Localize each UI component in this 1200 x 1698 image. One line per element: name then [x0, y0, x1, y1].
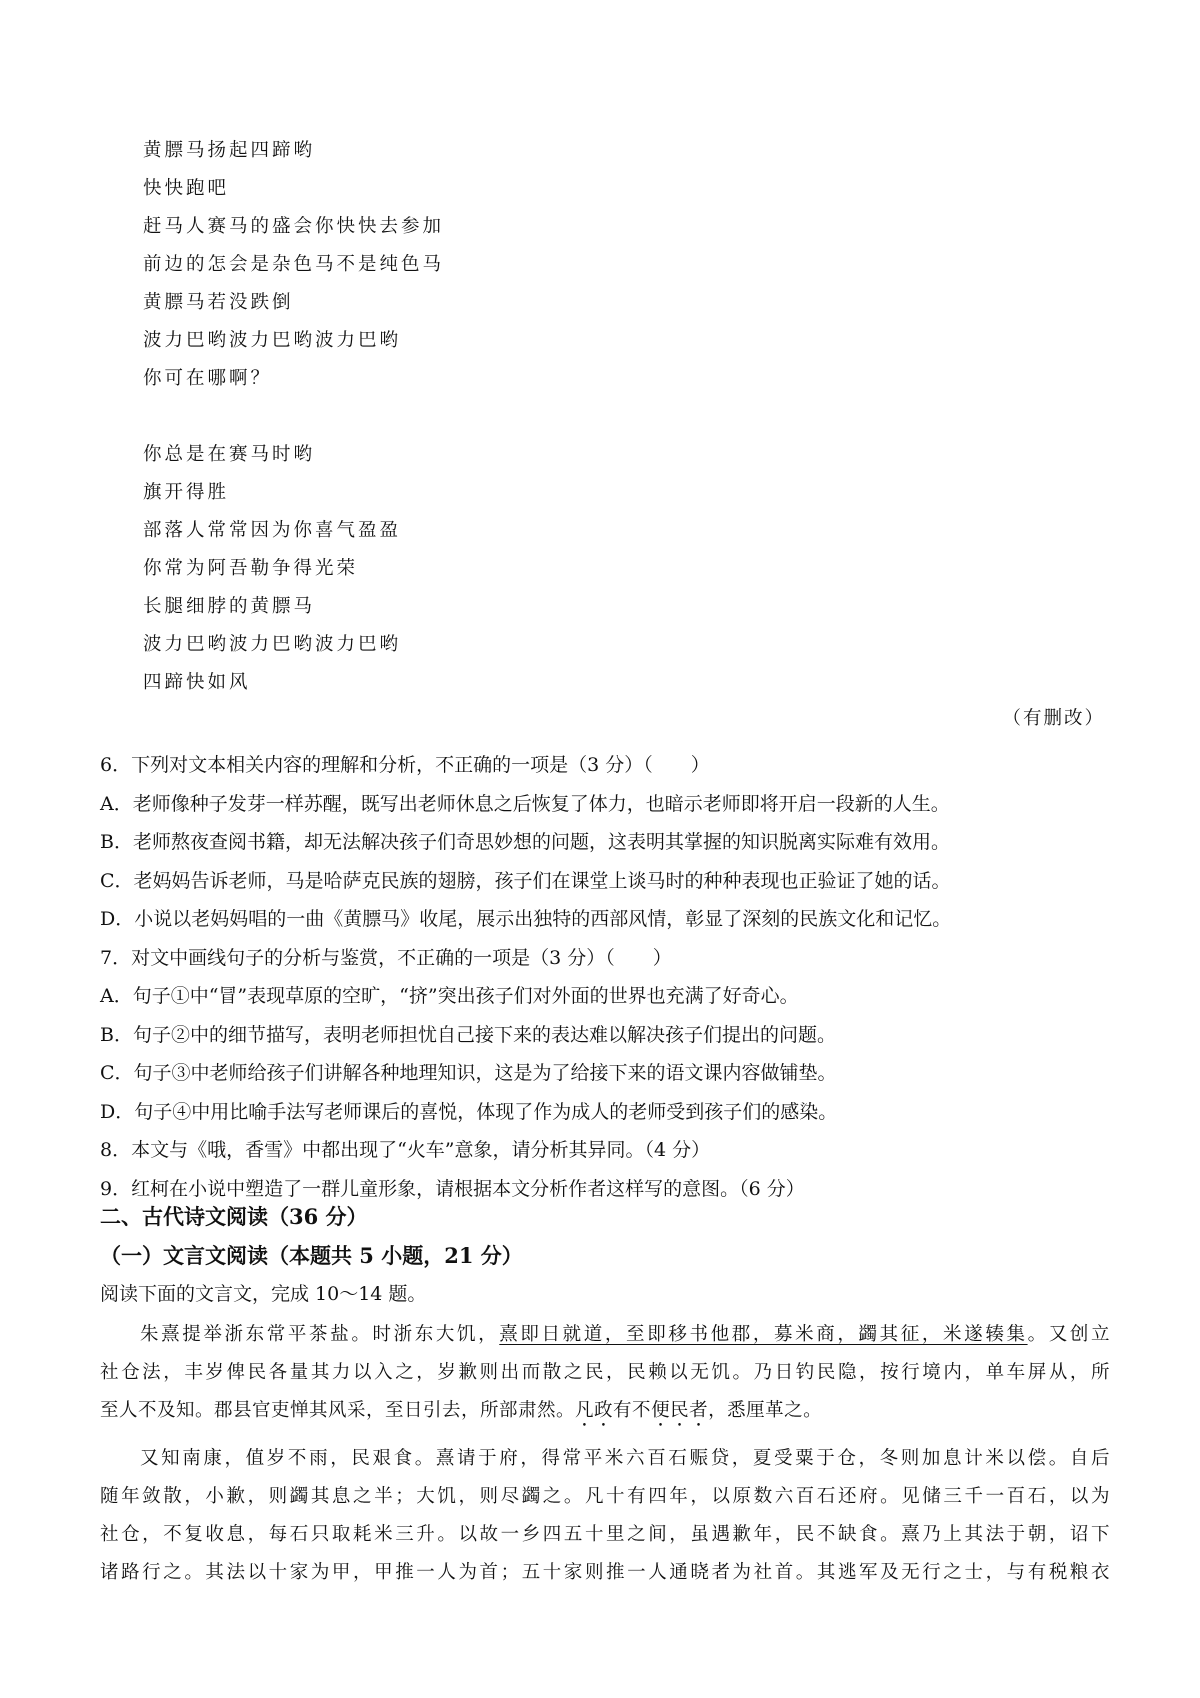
question-8: 8．本文与《哦，香雪》中都出现了“火车”意象，请分析其异同。（4 分） — [100, 1139, 711, 1161]
poem-line: 波力巴哟波力巴哟波力巴哟 — [143, 634, 402, 655]
poem-line: 黄膘马若没跌倒 — [143, 292, 294, 313]
poem-line: 四蹄快如风 — [143, 672, 251, 693]
question-6-option-c: C．老妈妈告诉老师，马是哈萨克民族的翅膀，孩子们在课堂上谈马时的种种表现也正验证了她的话。 — [100, 869, 951, 892]
question-6-option-a: A．老师像种子发芽一样苏醒，既写出老师休息之后恢复了体力，也暗示老师即将开启一段新的人生。 — [100, 792, 950, 815]
passage-line: 诸路行之。其法以十家为甲，甲推一人为首；五十家则推一人通晓者为社首。其逃军及无行之士，与有税粮衣 — [100, 1562, 1110, 1583]
poem-line: 你总是在赛马时哟 — [143, 444, 316, 465]
poem-line: 部落人常常因为你喜气盈盈 — [143, 520, 402, 541]
passage-text: 朱熹提举浙东常平茶盐。时浙东大饥， — [140, 1324, 500, 1345]
poem-line: 前边的怎会是杂色马不是纯色马 — [143, 254, 445, 275]
dotted-word: 政 — [594, 1400, 614, 1421]
poem-line: 黄膘马扬起四蹄哟 — [143, 140, 316, 161]
passage-line — [100, 1392, 1110, 1430]
passage-paragraph-2 — [100, 1440, 1110, 1592]
question-7-option-a: A．句子①中“冒”表现草原的空旷，“挤”突出孩子们对外面的世界也充满了好奇心。 — [100, 985, 799, 1007]
poem-line: 快快跑吧 — [143, 178, 230, 199]
question-9: 9．红柯在小说中塑造了一群儿童形象，请根据本文分析作者这样写的意图。（6 分） — [100, 1177, 805, 1200]
passage-text: 。又创立 — [1027, 1324, 1110, 1345]
stanza-break — [143, 398, 903, 436]
question-6-option-d: D．小说以老妈妈唱的一曲《黄膘马》收尾，展示出独特的西部风情，彰显了深刻的民族文化和记忆。 — [100, 908, 952, 930]
question-7-option-d: D．句子④中用比喻手法写老师课后的喜悦，体现了作为成人的老师受到孩子们的感染。 — [100, 1100, 838, 1123]
question-6-option-b: B．老师熬夜查阅书籍，却无法解决孩子们奇思妙想的问题，这表明其掌握的知识脱离实际难有效用。 — [100, 831, 950, 853]
poem-line: 你常为阿吾勒争得光荣 — [143, 558, 359, 579]
poem-block — [143, 132, 903, 702]
passage-line: 又知南康，值岁不雨，民艰食。熹请于府，得常平米六百石赈贷，夏受粟于仓，冬则加息计米以偿。自后 — [140, 1448, 1110, 1469]
instruction: 阅读下面的文言文，完成 10～14 题。 — [100, 1283, 427, 1305]
passage-line — [100, 1316, 1110, 1354]
section-title: 二、古代诗文阅读（36 分） — [100, 1204, 368, 1229]
passage-text: 至人不及知。郡县官吏惮其风采，至日引去，所部肃然。 — [100, 1400, 576, 1421]
passage-line: 社仓法，丰岁俾民各量其力以入之，岁歉则出而散之民，民赖以无饥。乃日钓民隐，按行境内，单车屏从，所 — [100, 1362, 1110, 1383]
section-subtitle: （一）文言文阅读（本题共 5 小题，21 分） — [100, 1243, 523, 1268]
passage-text: ，悉厘革之。 — [708, 1400, 823, 1421]
source-note: （有删改） — [1002, 708, 1105, 729]
dotted-word: 便 — [651, 1400, 671, 1421]
passage-line: 社仓，不复收息，每石只取耗米三升。以故一乡四五十里之间，虽遇歉年，民不缺食。熹乃上其法于朝，诏下 — [100, 1524, 1110, 1545]
poem-line: 长腿细脖的黄膘马 — [143, 596, 316, 617]
question-7: 7．对文中画线句子的分析与鉴赏，不正确的一项是（3 分）（ ） — [100, 946, 672, 969]
passage-text: 有不 — [613, 1400, 652, 1421]
passage-paragraph-1 — [100, 1316, 1110, 1430]
dotted-word: 者 — [689, 1400, 709, 1421]
dotted-word: 民 — [670, 1400, 690, 1421]
poem-line: 波力巴哟波力巴哟波力巴哟 — [143, 330, 402, 351]
poem-line: 旗开得胜 — [143, 482, 230, 503]
poem-line: 赶马人赛马的盛会你快快去参加 — [143, 216, 445, 237]
question-6: 6．下列对文本相关内容的理解和分析，不正确的一项是（3 分）（ ） — [100, 754, 710, 776]
question-7-option-b: B．句子②中的细节描写，表明老师担忧自己接下来的表达难以解决孩子们提出的问题。 — [100, 1023, 836, 1046]
passage-line: 随年敛散，小歉，则蠲其息之半；大饥，则尽蠲之。凡十有四年，以原数六百石还府。见储三千一百石，以为 — [100, 1486, 1110, 1507]
underlined-sentence: 熹即日就道，至即移书他郡，募米商，蠲其征，米遂辏集 — [499, 1324, 1028, 1345]
dotted-word: 凡 — [575, 1400, 595, 1421]
question-7-option-c: C．句子③中老师给孩子们讲解各种地理知识，这是为了给接下来的语文课内容做铺垫。 — [100, 1062, 837, 1084]
question-list — [100, 746, 1110, 1208]
poem-line: 你可在哪啊？ — [143, 368, 273, 389]
